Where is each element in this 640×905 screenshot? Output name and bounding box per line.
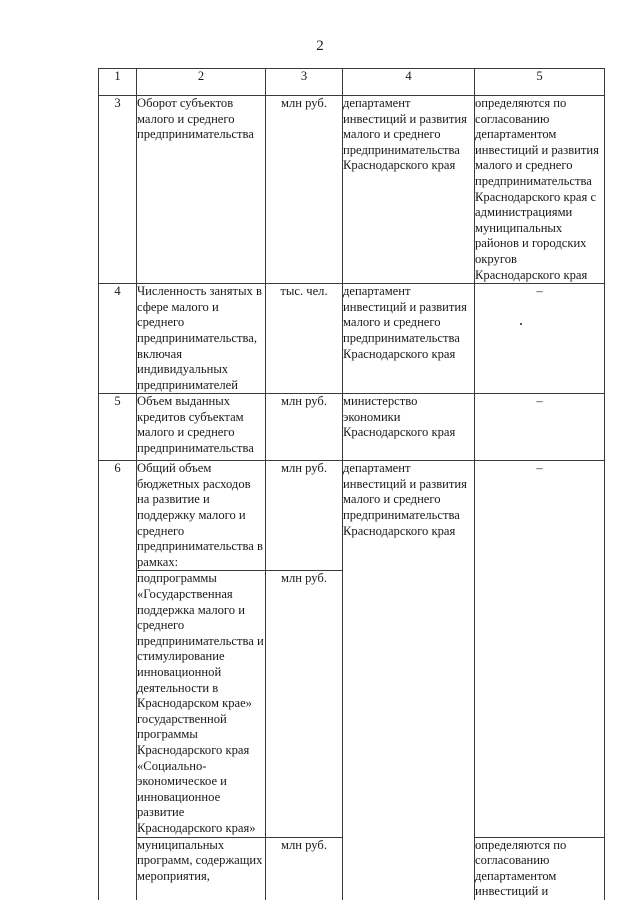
column-header-5: 5 xyxy=(475,69,605,96)
row-number: 6 xyxy=(99,461,137,900)
note: – xyxy=(475,284,605,394)
indicator-name: Объем выданных кредитов субъектам малого и среднего предпринимательства xyxy=(137,394,266,461)
data-source: департамент инвестиций и развития малого и среднего предпринимательства Краснодарского края xyxy=(343,284,475,394)
unit-of-measure: млн руб. xyxy=(266,394,343,461)
unit-of-measure: млн руб. xyxy=(266,96,343,284)
column-header-3: 3 xyxy=(266,69,343,96)
table-row xyxy=(99,284,605,394)
data-source: министерство экономики Краснодарского края xyxy=(343,394,475,461)
indicators-table xyxy=(98,68,605,900)
column-header-1: 1 xyxy=(99,69,137,96)
sub-indicator-name: подпрограммы «Государственная поддержка малого и среднего предпринимательства и стимулирование инновационной деятельности в Краснодарском крае» государственной программы Краснодарского края «Социально-экономическое и инновационное развитие Краснодарского края» xyxy=(137,571,266,837)
indicator-name: Оборот субъектов малого и среднего предпринимательства xyxy=(137,96,266,284)
unit-of-measure: млн руб. xyxy=(266,837,343,900)
note: – xyxy=(475,394,605,461)
column-header-4: 4 xyxy=(343,69,475,96)
sub-indicator-name: муниципальных программ, содержащих мероприятия, xyxy=(137,837,266,900)
table-header-row xyxy=(99,69,605,96)
column-header-2: 2 xyxy=(137,69,266,96)
unit-of-measure: млн руб. xyxy=(266,461,343,571)
table-row xyxy=(99,96,605,284)
note: определяются по согласованию департаментом инвестиций и развития малого и среднего предпринимательства Краснодарского края с администрациями муниципальных районов и городских округов Краснодарского края xyxy=(475,96,605,284)
table-row xyxy=(99,394,605,461)
table-row xyxy=(99,461,605,571)
indicator-name: Общий объем бюджетных расходов на развитие и поддержку малого и среднего предпринимательства в рамках: xyxy=(137,461,266,571)
note: – xyxy=(475,461,605,837)
data-source: департамент инвестиций и развития малого и среднего предпринимательства Краснодарского края xyxy=(343,96,475,284)
unit-of-measure: тыс. чел. xyxy=(266,284,343,394)
row-number: 4 xyxy=(99,284,137,394)
row-number: 3 xyxy=(99,96,137,284)
unit-of-measure: млн руб. xyxy=(266,571,343,837)
row-number: 5 xyxy=(99,394,137,461)
scan-speck xyxy=(520,323,522,325)
page-number: 2 xyxy=(316,38,324,54)
data-source: департамент инвестиций и развития малого и среднего предпринимательства Краснодарского края xyxy=(343,461,475,900)
note: определяются по согласованию департаментом инвестиций и xyxy=(475,837,605,900)
indicator-name: Численность занятых в сфере малого и среднего предпринимательства, включая индивидуальных предпринимателей xyxy=(137,284,266,394)
